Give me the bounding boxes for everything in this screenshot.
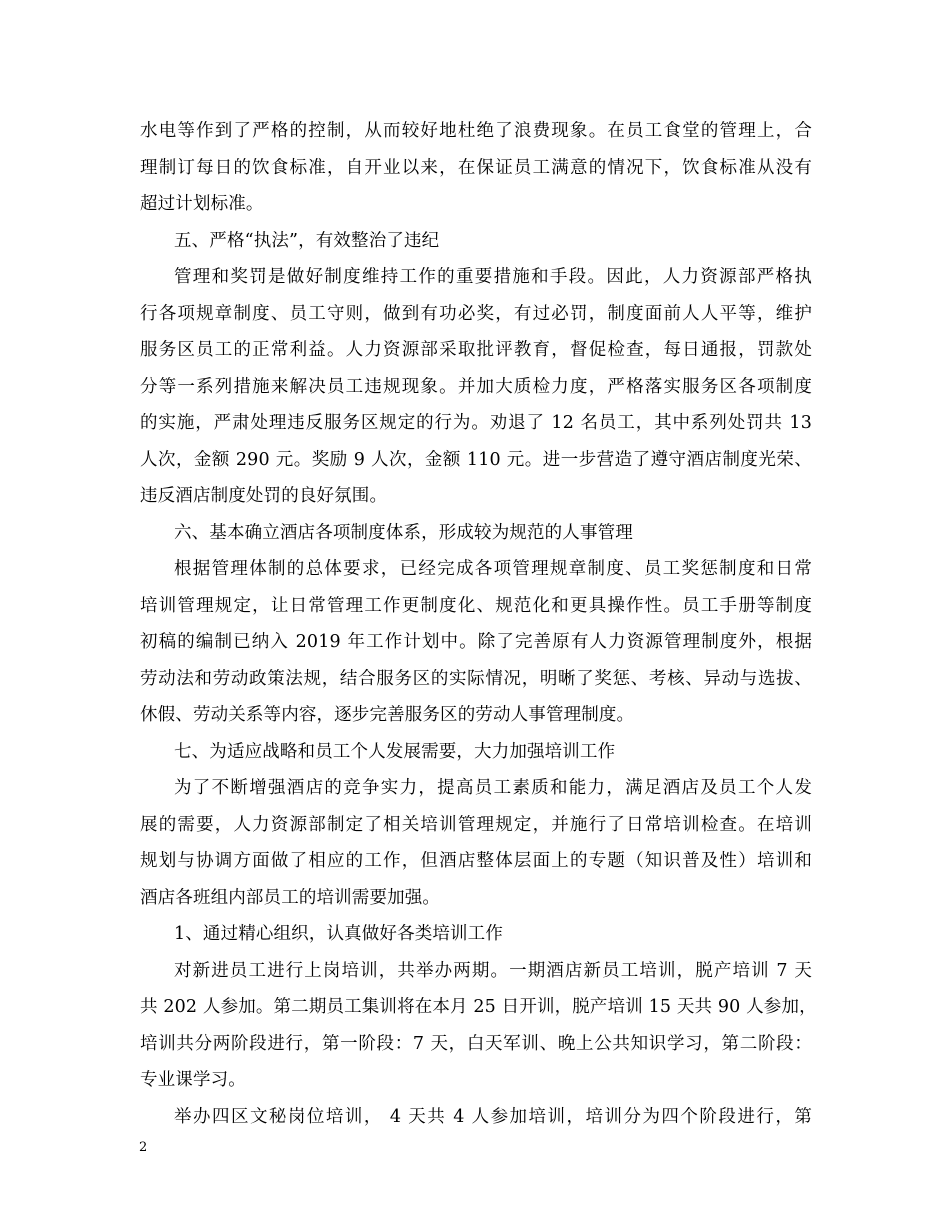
page-number: 2 bbox=[139, 1140, 148, 1155]
text-line: 举办四区文秘岗位培训， 4 天共 4 人参加培训，培训分为四个阶段进行，第 bbox=[174, 1106, 812, 1127]
text-line: 培训共分两阶段进行，第一阶段：7 天，白天军训、晚上公共知识学习，第二阶段： bbox=[140, 1033, 812, 1054]
text-line: 酒店各班组内部员工的培训需要加强。 bbox=[140, 887, 441, 908]
text-line: 行各项规章制度、员工守则，做到有功必奖，有过必罚，制度面前人人平等，维护 bbox=[140, 303, 812, 324]
text-line: 劳动法和劳动政策法规，结合服务区的实际情况，明晰了奖惩、考核、异动与选拔、 bbox=[140, 668, 812, 689]
text-line: 人次，金额 290 元。奖励 9 人次，金额 110 元。进一步营造了遵守酒店制度光荣、 bbox=[140, 449, 812, 470]
text-line: 水电等作到了严格的控制，从而较好地杜绝了浪费现象。在员工食堂的管理上，合 bbox=[140, 121, 812, 141]
text-line: 违反酒店制度处罚的良好氛围。 bbox=[140, 486, 388, 506]
text-line: 超过计划标准。 bbox=[140, 194, 264, 214]
text-line: 休假、劳动关系等内容，逐步完善服务区的劳动人事管理制度。 bbox=[140, 705, 635, 725]
text-line: 的实施，严肃处理违反服务区规定的行为。劝退了 12 名员工，其中系列处罚共 13 bbox=[140, 413, 812, 433]
text-line: 分等一系列措施来解决员工违规现象。并加大质检力度，严格落实服务区各项制度 bbox=[140, 376, 812, 397]
text-line: 服务区员工的正常利益。人力资源部采取批评教育，督促检查，每日通报，罚款处 bbox=[140, 340, 812, 360]
body-text bbox=[140, 113, 817, 1135]
text-line: 培训管理规定，让日常管理工作更制度化、规范化和更具操作性。员工手册等制度 bbox=[140, 595, 812, 616]
text-line: 管理和奖罚是做好制度维持工作的重要措施和手段。因此，人力资源部严格执 bbox=[174, 267, 812, 287]
text-line: 为了不断增强酒店的竞争实力，提高员工素质和能力，满足酒店及员工个人发 bbox=[174, 778, 812, 798]
text-line: 理制订每日的饮食标准，自开业以来，在保证员工满意的情况下，饮食标准从没有 bbox=[140, 157, 812, 178]
text-line: 共 202 人参加。第二期员工集训将在本月 25 日开训，脱产培训 15 天共 90 人参加， bbox=[140, 997, 817, 1017]
section-heading: 六、基本确立酒店各项制度体系，形成较为规范的人事管理 bbox=[174, 522, 633, 543]
subsection-heading: 1、通过精心组织，认真做好各类培训工作 bbox=[174, 924, 503, 944]
text-line: 根据管理体制的总体要求，已经完成各项管理规章制度、员工奖惩制度和日常 bbox=[174, 559, 812, 579]
section-heading: 七、为适应战略和员工个人发展需要，大力加强培训工作 bbox=[174, 741, 616, 762]
text-line: 专业课学习。 bbox=[140, 1070, 246, 1090]
text-line: 展的需要，人力资源部制定了相关培训管理规定，并施行了日常培训检查。在培训 bbox=[140, 814, 812, 835]
text-line: 对新进员工进行上岗培训，共举办两期。一期酒店新员工培训，脱产培训 7 天 bbox=[174, 960, 812, 981]
section-heading: 五、严格“执法”，有效整治了违纪 bbox=[174, 230, 440, 251]
text-line: 规划与协调方面做了相应的工作，但酒店整体层面上的专题（知识普及性）培训和 bbox=[140, 851, 812, 871]
text-line: 初稿的编制已纳入 2019 年工作计划中。除了完善原有人力资源管理制度外，根据 bbox=[140, 632, 812, 652]
